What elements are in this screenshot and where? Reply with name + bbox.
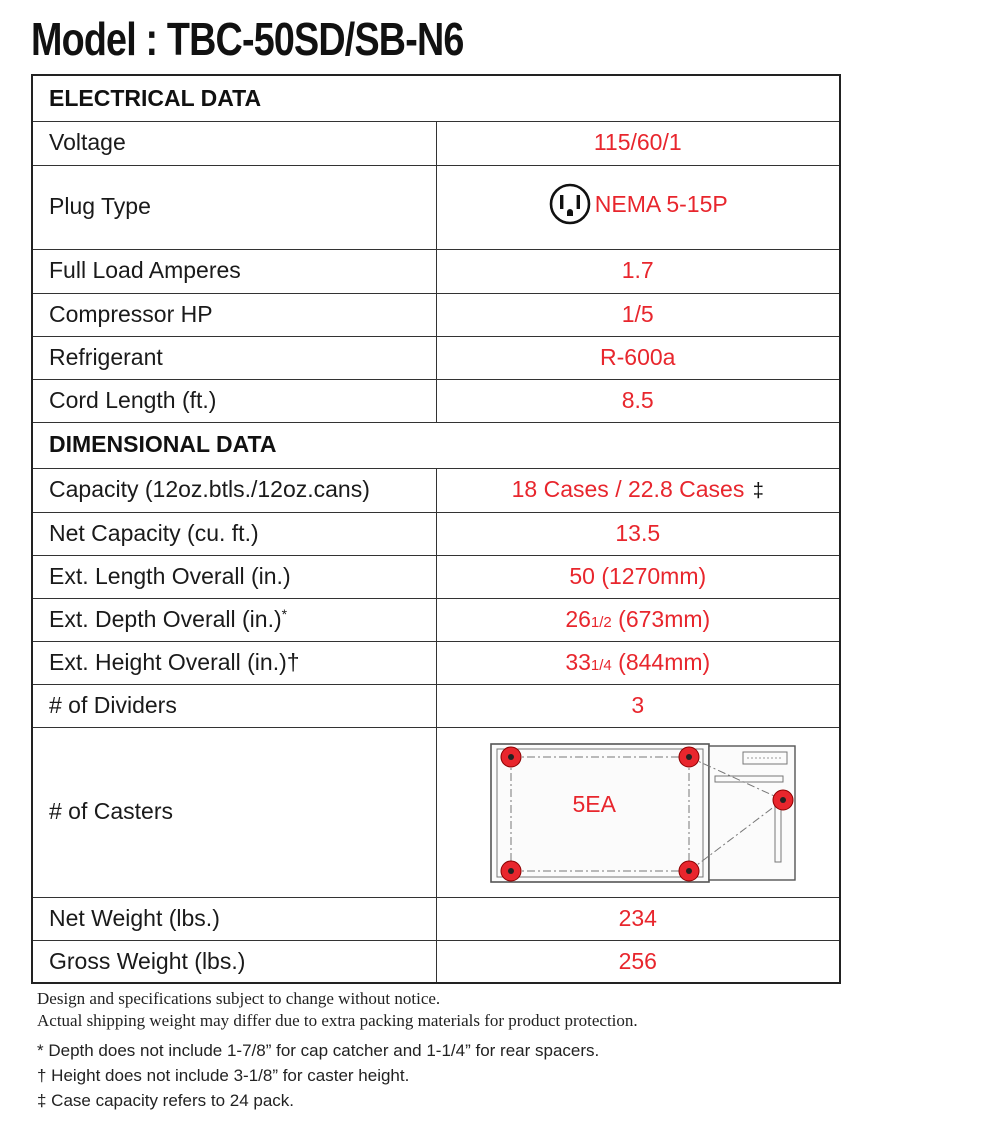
compressor-label: Compressor HP xyxy=(32,293,436,336)
disclaimer-note: Design and specifications subject to change without notice. xyxy=(37,989,441,1008)
height-label-cell xyxy=(32,641,436,684)
casters-label: # of Casters xyxy=(32,727,436,897)
cord-value: 8.5 xyxy=(436,379,840,422)
height-fraction: 1/4 xyxy=(590,656,612,674)
table-row xyxy=(32,336,840,379)
depth-fraction: 1/2 xyxy=(590,613,612,631)
dividers-value: 3 xyxy=(436,684,840,727)
compressor-value: 1/5 xyxy=(436,293,840,336)
amperes-value: 1.7 xyxy=(436,249,840,293)
length-label: Ext. Length Overall (in.) xyxy=(32,555,436,598)
net-weight-label: Net Weight (lbs.) xyxy=(32,897,436,940)
table-row xyxy=(32,684,840,727)
depth-label: Ext. Depth Overall (in.) xyxy=(49,605,282,632)
height-label: Ext. Height Overall (in.) xyxy=(49,648,287,675)
capacity-footnote-mark: ‡ xyxy=(752,480,764,503)
table-row xyxy=(32,555,840,598)
section-header-row xyxy=(32,422,840,468)
capacity-value: 18 Cases / 22.8 Cases xyxy=(511,476,745,503)
table-row xyxy=(32,249,840,293)
plug-type-label: Plug Type xyxy=(32,165,436,249)
refrigerant-value: R-600a xyxy=(436,336,840,379)
capacity-label: Capacity (12oz.btls./12oz.cans) xyxy=(32,468,436,512)
net-capacity-value: 13.5 xyxy=(436,512,840,555)
table-row xyxy=(32,897,840,940)
cord-label: Cord Length (ft.) xyxy=(32,379,436,422)
electrical-heading: ELECTRICAL DATA xyxy=(32,75,840,121)
shipping-weight-note: Actual shipping weight may differ due to extra packing materials for product protection. xyxy=(37,1011,638,1030)
capacity-value-cell xyxy=(436,468,840,512)
page-title: Model : TBC-50SD/SB-N6 xyxy=(31,13,464,65)
height-value-cell xyxy=(436,641,840,684)
table-row xyxy=(32,468,840,512)
nema-plug-icon xyxy=(548,182,592,226)
voltage-label: Voltage xyxy=(32,121,436,165)
gross-weight-value: 256 xyxy=(436,940,840,983)
depth-label-cell xyxy=(32,598,436,641)
table-row xyxy=(32,379,840,422)
table-row xyxy=(32,293,840,336)
table-row xyxy=(32,121,840,165)
plug-type-value-cell xyxy=(436,165,840,249)
table-row xyxy=(32,727,840,897)
plug-type-value: NEMA 5-15P xyxy=(594,190,728,217)
gross-weight-label: Gross Weight (lbs.) xyxy=(32,940,436,983)
case-footnote: ‡ Case capacity refers to 24 pack. xyxy=(37,1091,295,1110)
height-whole: 33 xyxy=(565,648,591,675)
height-footnote-mark: † xyxy=(286,648,300,675)
depth-footnote: * Depth does not include 1-7/8” for cap catcher and 1-1/4” for rear spacers. xyxy=(37,1041,600,1060)
depth-footnote-mark: * xyxy=(281,605,288,622)
amperes-label: Full Load Amperes xyxy=(32,249,436,293)
table-row xyxy=(32,512,840,555)
depth-value-cell xyxy=(436,598,840,641)
height-metric: (844mm) xyxy=(611,648,711,675)
section-header-row xyxy=(32,75,840,121)
table-row xyxy=(32,940,840,983)
spec-table xyxy=(31,74,841,984)
dimensional-heading: DIMENSIONAL DATA xyxy=(32,422,840,468)
table-row xyxy=(32,598,840,641)
casters-value: 5EA xyxy=(572,790,616,817)
net-capacity-label: Net Capacity (cu. ft.) xyxy=(32,512,436,555)
voltage-value: 115/60/1 xyxy=(436,121,840,165)
footnotes xyxy=(37,988,937,1113)
refrigerant-label: Refrigerant xyxy=(32,336,436,379)
table-row xyxy=(32,641,840,684)
dividers-label: # of Dividers xyxy=(32,684,436,727)
length-value: 50 (1270mm) xyxy=(436,555,840,598)
depth-metric: (673mm) xyxy=(611,605,711,632)
caster-layout-diagram xyxy=(489,742,799,884)
casters-value-cell xyxy=(436,727,840,897)
net-weight-value: 234 xyxy=(436,897,840,940)
height-footnote: † Height does not include 3-1/8” for caster height. xyxy=(37,1066,410,1085)
depth-whole: 26 xyxy=(565,605,591,632)
table-row xyxy=(32,165,840,249)
